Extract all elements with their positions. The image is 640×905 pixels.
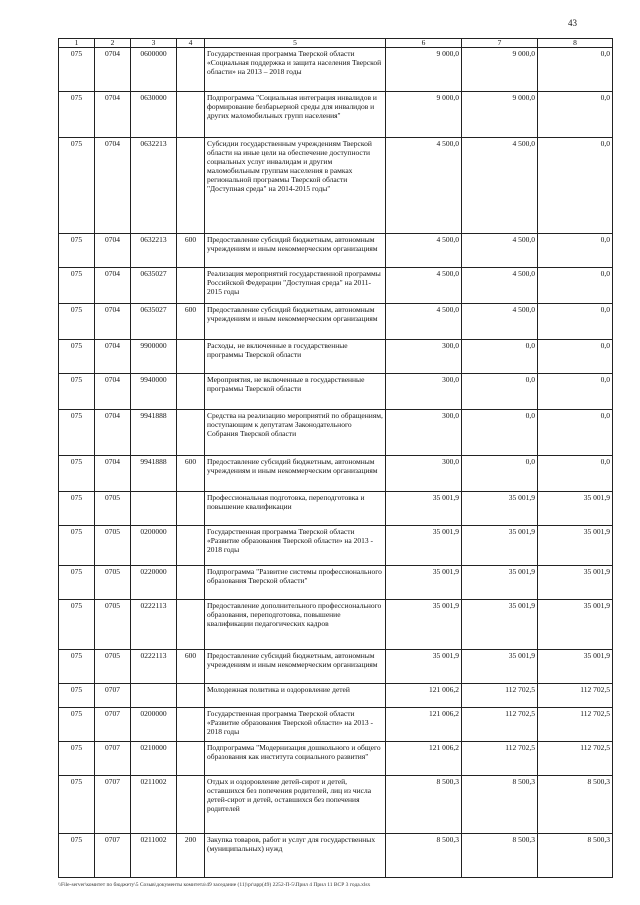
row-code-admin: 075 (59, 138, 95, 234)
row-description: Подпрограмма "Социальная интеграция инвалидов и формирование безбарьерной среды для инвалидов и других маломобильных групп населения" (205, 92, 386, 138)
row-description: Предоставление субсидий бюджетным, автономным учреждениям и иным некоммерческим организациям (205, 650, 386, 684)
row-code-type (177, 92, 205, 138)
row-code-admin: 075 (59, 566, 95, 600)
row-description: Государственная программа Тверской области «Социальная поддержка и защита населения Тверской области» на 2013 – 2018 годы (205, 48, 386, 92)
row-code-type: 600 (177, 304, 205, 340)
row-amount-col8: 112 702,5 (538, 708, 613, 742)
row-amount-col7: 8 500,3 (462, 776, 538, 834)
row-amount-col6: 121 006,2 (386, 742, 462, 776)
row-code-section: 0705 (95, 492, 131, 526)
row-code-type (177, 566, 205, 600)
row-amount-col7: 112 702,5 (462, 742, 538, 776)
row-code-admin: 075 (59, 684, 95, 708)
row-description: Предоставление субсидий бюджетным, автономным учреждениям и иным некоммерческим организациям (205, 456, 386, 492)
row-amount-col8: 0,0 (538, 456, 613, 492)
row-amount-col8: 8 500,3 (538, 776, 613, 834)
row-amount-col8: 0,0 (538, 234, 613, 268)
row-code-admin: 075 (59, 742, 95, 776)
col-header: 4 (177, 39, 205, 48)
row-amount-col7: 35 001,9 (462, 650, 538, 684)
row-description: Предоставление субсидий бюджетным, автономным учреждениям и иным некоммерческим организациям (205, 234, 386, 268)
row-amount-col6: 35 001,9 (386, 600, 462, 650)
col-header: 8 (538, 39, 613, 48)
col-header: 3 (131, 39, 177, 48)
row-amount-col6: 121 006,2 (386, 684, 462, 708)
row-amount-col7: 9 000,0 (462, 48, 538, 92)
table-row (59, 374, 613, 410)
table-row (59, 340, 613, 374)
row-code-target: 0200000 (131, 526, 177, 566)
row-code-type (177, 492, 205, 526)
row-code-target: 0635027 (131, 268, 177, 304)
row-code-target: 0220000 (131, 566, 177, 600)
table-row (59, 834, 613, 878)
table-row (59, 566, 613, 600)
row-code-type (177, 708, 205, 742)
row-code-admin: 075 (59, 410, 95, 456)
row-code-admin: 075 (59, 374, 95, 410)
row-code-admin: 075 (59, 304, 95, 340)
row-code-target: 9941888 (131, 410, 177, 456)
table-row (59, 526, 613, 566)
table-row (59, 268, 613, 304)
row-code-type (177, 684, 205, 708)
row-code-target: 0211002 (131, 834, 177, 878)
row-description: Средства на реализацию мероприятий по обращениям, поступающим к депутатам Законодательного Собрания Тверской области (205, 410, 386, 456)
row-amount-col8: 35 001,9 (538, 650, 613, 684)
row-code-type (177, 374, 205, 410)
row-code-target: 0632213 (131, 234, 177, 268)
row-amount-col6: 9 000,0 (386, 48, 462, 92)
row-amount-col6: 4 500,0 (386, 138, 462, 234)
row-description: Профессиональная подготовка, переподготовка и повышение квалификации (205, 492, 386, 526)
row-amount-col6: 300,0 (386, 410, 462, 456)
row-code-type (177, 410, 205, 456)
row-description: Молодежная политика и оздоровление детей (205, 684, 386, 708)
header-row (59, 39, 613, 48)
row-amount-col7: 0,0 (462, 456, 538, 492)
row-amount-col7: 0,0 (462, 340, 538, 374)
row-code-section: 0704 (95, 234, 131, 268)
row-amount-col6: 8 500,3 (386, 834, 462, 878)
row-code-target: 9900000 (131, 340, 177, 374)
row-amount-col6: 300,0 (386, 456, 462, 492)
row-amount-col6: 121 006,2 (386, 708, 462, 742)
row-amount-col6: 9 000,0 (386, 92, 462, 138)
row-code-section: 0704 (95, 374, 131, 410)
row-code-admin: 075 (59, 234, 95, 268)
row-amount-col8: 35 001,9 (538, 526, 613, 566)
col-header: 7 (462, 39, 538, 48)
row-code-target: 9941888 (131, 456, 177, 492)
row-code-admin: 075 (59, 776, 95, 834)
row-description: Подпрограмма "Модернизация дошкольного и общего образования как института социального развития" (205, 742, 386, 776)
row-description: Субсидии государственным учреждениям Тверской области на иные цели на обеспечение доступности социальных услуг инвалидам и другим маломобильным группам населения в рамках региональной программы Тверской области "Доступная среда" на 2014-2015 годы" (205, 138, 386, 234)
row-code-section: 0705 (95, 566, 131, 600)
row-code-admin: 075 (59, 708, 95, 742)
row-code-target: 0222113 (131, 650, 177, 684)
row-description: Предоставление дополнительного профессионального образования, переподготовка, повышение квалификации педагогических кадров (205, 600, 386, 650)
row-code-admin: 075 (59, 526, 95, 566)
row-code-target: 9940000 (131, 374, 177, 410)
row-amount-col7: 112 702,5 (462, 708, 538, 742)
table-row (59, 776, 613, 834)
row-code-admin: 075 (59, 456, 95, 492)
row-code-admin: 075 (59, 48, 95, 92)
row-amount-col6: 4 500,0 (386, 268, 462, 304)
table-row (59, 48, 613, 92)
table-row (59, 742, 613, 776)
row-code-admin: 075 (59, 268, 95, 304)
page-number: 43 (568, 18, 577, 28)
row-amount-col8: 35 001,9 (538, 566, 613, 600)
row-code-target: 0200000 (131, 708, 177, 742)
row-amount-col8: 35 001,9 (538, 600, 613, 650)
row-amount-col6: 8 500,3 (386, 776, 462, 834)
row-code-section: 0705 (95, 600, 131, 650)
row-amount-col6: 35 001,9 (386, 492, 462, 526)
row-code-section: 0704 (95, 410, 131, 456)
row-amount-col6: 35 001,9 (386, 566, 462, 600)
row-amount-col8: 0,0 (538, 138, 613, 234)
row-amount-col6: 300,0 (386, 340, 462, 374)
table-row (59, 650, 613, 684)
row-code-section: 0704 (95, 304, 131, 340)
row-code-section: 0704 (95, 340, 131, 374)
row-amount-col8: 0,0 (538, 48, 613, 92)
row-code-type (177, 526, 205, 566)
row-code-target (131, 684, 177, 708)
row-amount-col7: 112 702,5 (462, 684, 538, 708)
row-amount-col6: 300,0 (386, 374, 462, 410)
row-amount-col6: 4 500,0 (386, 304, 462, 340)
row-code-type: 600 (177, 456, 205, 492)
row-code-admin: 075 (59, 834, 95, 878)
row-amount-col7: 9 000,0 (462, 92, 538, 138)
row-description: Реализация мероприятий государственной программы Российской Федерации "Доступная среда" на 2011-2015 годы (205, 268, 386, 304)
col-header: 6 (386, 39, 462, 48)
row-code-section: 0704 (95, 456, 131, 492)
row-amount-col7: 4 500,0 (462, 138, 538, 234)
row-amount-col8: 112 702,5 (538, 742, 613, 776)
row-description: Расходы, не включенные в государственные программы Тверской области (205, 340, 386, 374)
col-header: 5 (205, 39, 386, 48)
row-amount-col7: 4 500,0 (462, 268, 538, 304)
row-code-type: 200 (177, 834, 205, 878)
row-code-section: 0705 (95, 650, 131, 684)
row-code-type (177, 268, 205, 304)
row-amount-col6: 35 001,9 (386, 526, 462, 566)
row-code-admin: 075 (59, 492, 95, 526)
row-amount-col8: 0,0 (538, 374, 613, 410)
row-amount-col8: 8 500,3 (538, 834, 613, 878)
table-row (59, 600, 613, 650)
row-amount-col6: 4 500,0 (386, 234, 462, 268)
row-description: Подпрограмма "Развитие системы профессионального образования Тверской области" (205, 566, 386, 600)
row-code-type: 600 (177, 234, 205, 268)
file-path-footer: \\File-server\комитет по бюджету\5 Созыв\документы комитета\49 заседание (11)\pr\app(49) 2252-П-5\Прил 4 Прил 11 ВСР 3 года.xlsx (58, 882, 371, 888)
row-code-target: 0635027 (131, 304, 177, 340)
row-amount-col7: 4 500,0 (462, 304, 538, 340)
row-description: Государственная программа Тверской области «Развитие образования Тверской области» на 2013 - 2018 годы (205, 708, 386, 742)
row-code-section: 0704 (95, 268, 131, 304)
budget-table (58, 38, 613, 878)
row-code-section: 0707 (95, 684, 131, 708)
row-code-type (177, 600, 205, 650)
table-row (59, 410, 613, 456)
table-row (59, 138, 613, 234)
row-code-admin: 075 (59, 650, 95, 684)
col-header: 1 (59, 39, 95, 48)
row-code-target: 0210000 (131, 742, 177, 776)
row-code-target: 0211002 (131, 776, 177, 834)
row-amount-col8: 0,0 (538, 268, 613, 304)
row-code-type: 600 (177, 650, 205, 684)
row-code-section: 0707 (95, 834, 131, 878)
row-code-target: 0630000 (131, 92, 177, 138)
row-code-section: 0704 (95, 92, 131, 138)
table-row (59, 456, 613, 492)
row-code-type (177, 48, 205, 92)
row-code-section: 0704 (95, 48, 131, 92)
row-amount-col8: 0,0 (538, 304, 613, 340)
row-amount-col8: 0,0 (538, 340, 613, 374)
row-code-admin: 075 (59, 600, 95, 650)
row-code-target: 0632213 (131, 138, 177, 234)
row-code-section: 0705 (95, 526, 131, 566)
row-code-type (177, 138, 205, 234)
row-amount-col7: 8 500,3 (462, 834, 538, 878)
row-code-type (177, 742, 205, 776)
row-description: Отдых и оздоровление детей-сирот и детей, оставшихся без попечения родителей, лиц из числа детей-сирот и детей, оставшихся без попечения родителей (205, 776, 386, 834)
row-description: Государственная программа Тверской области «Развитие образования Тверской области» на 2013 - 2018 годы (205, 526, 386, 566)
row-amount-col8: 112 702,5 (538, 684, 613, 708)
row-code-target: 0600000 (131, 48, 177, 92)
table-row (59, 708, 613, 742)
row-code-target (131, 492, 177, 526)
table-row (59, 234, 613, 268)
row-code-section: 0704 (95, 138, 131, 234)
row-amount-col8: 0,0 (538, 410, 613, 456)
row-amount-col8: 35 001,9 (538, 492, 613, 526)
row-code-section: 0707 (95, 708, 131, 742)
row-amount-col7: 35 001,9 (462, 600, 538, 650)
row-description: Закупка товаров, работ и услуг для государственных (муниципальных) нужд (205, 834, 386, 878)
row-amount-col7: 4 500,0 (462, 234, 538, 268)
table-row (59, 684, 613, 708)
row-description: Предоставление субсидий бюджетным, автономным учреждениям и иным некоммерческим организациям (205, 304, 386, 340)
row-amount-col7: 35 001,9 (462, 492, 538, 526)
row-description: Мероприятия, не включенные в государственные программы Тверской области (205, 374, 386, 410)
row-code-section: 0707 (95, 742, 131, 776)
row-amount-col7: 0,0 (462, 410, 538, 456)
row-code-admin: 075 (59, 92, 95, 138)
row-amount-col6: 35 001,9 (386, 650, 462, 684)
row-amount-col8: 0,0 (538, 92, 613, 138)
row-code-admin: 075 (59, 340, 95, 374)
table-row (59, 304, 613, 340)
row-amount-col7: 35 001,9 (462, 566, 538, 600)
row-code-target: 0222113 (131, 600, 177, 650)
col-header: 2 (95, 39, 131, 48)
table-row (59, 492, 613, 526)
row-code-type (177, 340, 205, 374)
table-row (59, 92, 613, 138)
row-amount-col7: 0,0 (462, 374, 538, 410)
row-code-section: 0707 (95, 776, 131, 834)
row-amount-col7: 35 001,9 (462, 526, 538, 566)
row-code-type (177, 776, 205, 834)
